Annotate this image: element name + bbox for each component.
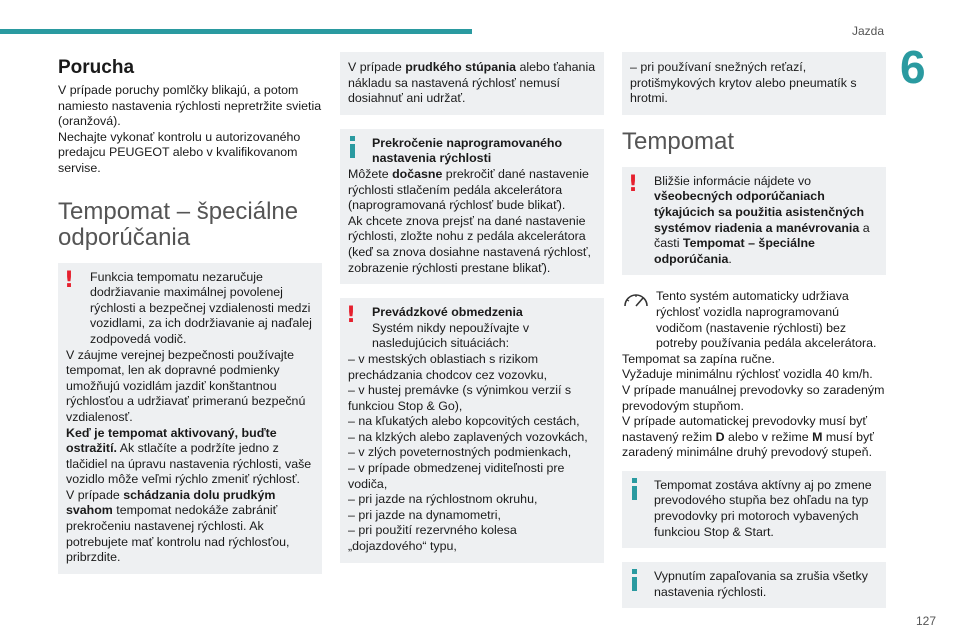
column-2 — [340, 52, 604, 577]
continuation-box — [340, 52, 604, 115]
text-span: V prípade — [348, 60, 406, 74]
info-icon — [628, 478, 644, 500]
list-item: – v zlých poveternostných podmienkach, — [348, 445, 572, 460]
warning-paragraph — [66, 488, 314, 566]
info-box — [340, 129, 604, 284]
warning-paragraph: Funkcia tempomatu nezaručuje dodržiavanie maximálnej povolenej rýchlosti a bezpečnej vzdialenosti medzi vozidlami, za ich dodržiavanie aj naďalej zodpovedá vodič. — [90, 269, 312, 346]
porucha-paragraph: V prípade poruchy pomlčky blikajú, a potom namiesto nastavenia rýchlosti nepretržite svietia (oranžová). — [58, 83, 322, 129]
text-span: prekročiť dané nastavenie rýchlosti stlačením pedála akcelerátora (naprogramovaná rýchlosť bude blikať). — [348, 166, 589, 213]
info-title: Prekročenie naprogramovaného nastavenia rýchlosti — [372, 135, 563, 166]
description-paragraph: Tento systém automaticky udržiava rýchlosť vozidla naprogramovanú vodičom (nastavenie rýchlosti) bez potreby používania pedála akcelerátora. — [656, 289, 877, 351]
warning-box-general — [622, 167, 886, 276]
info-box-stopstart — [622, 471, 886, 548]
limitations-intro: Systém nikdy nepoužívajte v nasledujúcich situáciách: — [372, 320, 530, 351]
exclamation-icon: ! — [346, 303, 357, 329]
continuation-text: – pri používaní snežných reťazí, protišmykových krytov alebo pneumatík s hrotmi. — [630, 60, 857, 106]
info-paragraph: Tempomat zostáva aktívny aj po zmene prevodového stupňa bez ohľadu na typ prevodovky pri motoroch vybavených funkciou Stop & Start. — [654, 477, 872, 539]
warning-text: Ak stlačíte a podržíte jedno z tlačidiel na úpravu nastavenia rýchlosti, vaše vozidlo môže veľmi rýchlo zmeniť rýchlosť. — [66, 441, 312, 487]
text-span: alebo v režime — [724, 429, 813, 444]
tempomat-heading: Tempomat — [622, 127, 735, 155]
info-icon — [628, 569, 644, 591]
warning-text: tempomat nedokáže zabrániť prekročeniu nastavenej rýchlosti. Ak potrebujete mať kontrolu nad rýchlosťou, pribrzdite. — [66, 503, 290, 565]
column-3 — [622, 52, 886, 622]
tempomat-description — [622, 289, 886, 461]
warning-bold-text: Keď je tempomat aktivovaný, buďte ostražití. — [66, 425, 277, 456]
text-span: musí byť zaradený minimálne druhý prevodový stupeň. — [622, 429, 874, 460]
warning-box — [58, 263, 322, 574]
continuation-box — [622, 52, 886, 115]
bold-span: všeobecných odporúčaniach týkajúcich sa použitia asistenčných systémov riadenia a manévrovania — [654, 189, 865, 235]
bold-span: M — [812, 429, 823, 444]
bold-span: D — [715, 429, 725, 444]
list-item: – pri jazde na dynamometri, — [348, 507, 501, 522]
special-recommendations-heading: Tempomat – špeciálne odporúčania — [58, 197, 299, 251]
porucha-heading: Porucha — [58, 57, 135, 78]
warning-paragraph — [628, 171, 878, 268]
warning-box-limitations — [340, 298, 604, 563]
info-icon — [346, 136, 362, 158]
list-item: – pri jazde na rýchlostnom okruhu, — [348, 492, 538, 507]
exclamation-icon: ! — [628, 171, 639, 197]
bold-span: prudkého stúpania — [405, 60, 517, 74]
warning-bold-text: schádzania dolu prudkým svahom — [66, 487, 276, 518]
description-paragraph: Vyžaduje minimálnu rýchlosť vozidla 40 km/h. — [622, 367, 873, 382]
info-box-ignition — [622, 562, 886, 608]
list-item: – na kľukatých alebo kopcovitých cestách, — [348, 414, 580, 429]
text-span: alebo ťahania nákladu sa nastavená rýchlosť nemusí dosiahnuť ani udržať. — [348, 60, 596, 106]
text-span: a časti — [654, 220, 870, 251]
header-title: Jazda — [852, 24, 885, 38]
description-paragraph: V prípade manuálnej prevodovky so zaradeným prevodovým stupňom. — [622, 382, 885, 413]
description-paragraph: Tempomat sa zapína ručne. — [622, 351, 775, 366]
warning-text: V prípade — [66, 487, 124, 502]
text-span: . — [728, 251, 732, 266]
continuation-text — [348, 60, 596, 107]
warning-paragraph: V záujme verejnej bezpečnosti používajte tempomat, len ak dopravné podmienky umožňujú vozidlám jazdiť konštantnou rýchlosťou a udržiavať primeranú bezpečnú vzdialenosť. — [66, 347, 306, 424]
header-bar — [0, 29, 472, 34]
description-paragraph — [622, 414, 886, 461]
info-paragraph — [348, 167, 596, 214]
warning-paragraph — [66, 426, 314, 488]
porucha-text — [58, 83, 322, 177]
list-item: – pri použití rezervného kolesa „dojazdového“ typu, — [348, 523, 517, 554]
list-item: – v prípade obmedzenej viditeľnosti pre vodiča, — [348, 461, 565, 491]
chapter-number: 6 — [900, 41, 926, 93]
list-item: – na klzkých alebo zaplavených vozovkách, — [348, 429, 588, 444]
porucha-paragraph: Nechajte vykonať kontrolu u autorizovaného predajcu PEUGEOT alebo v kvalifikovanom servise. — [58, 129, 301, 175]
bold-span: dočasne — [392, 166, 443, 181]
text-span: Môžete — [348, 166, 393, 181]
exclamation-icon: ! — [64, 267, 75, 293]
info-paragraph: Ak chcete znova prejsť na dané nastavenie rýchlosti, zložte nohu z pedála akcelerátora (keď sa znova dosiahne nastavená rýchlosť, zobrazenie rýchlosti prestane blikať). — [348, 213, 592, 275]
speedometer-icon — [622, 289, 650, 313]
list-item: – v mestských oblastiach s rizikom prechádzania chodcov cez vozovku, — [348, 351, 548, 382]
column-1 — [58, 52, 322, 588]
text-span: V prípade automatickej prevodovky musí byť nastavený režim — [622, 414, 868, 444]
bold-span: Tempomat – špeciálne odporúčania — [654, 236, 815, 266]
limitations-title: Prevádzkové obmedzenia — [372, 305, 523, 320]
list-item: – v hustej premávke (s výnimkou verzií s funkciou Stop & Go), — [348, 383, 572, 413]
text-span: Bližšie informácie nájdete vo — [654, 173, 812, 188]
info-paragraph: Vypnutím zapaľovania sa zrušia všetky nastavenia rýchlosti. — [654, 569, 868, 599]
page-number: 127 — [916, 614, 937, 628]
